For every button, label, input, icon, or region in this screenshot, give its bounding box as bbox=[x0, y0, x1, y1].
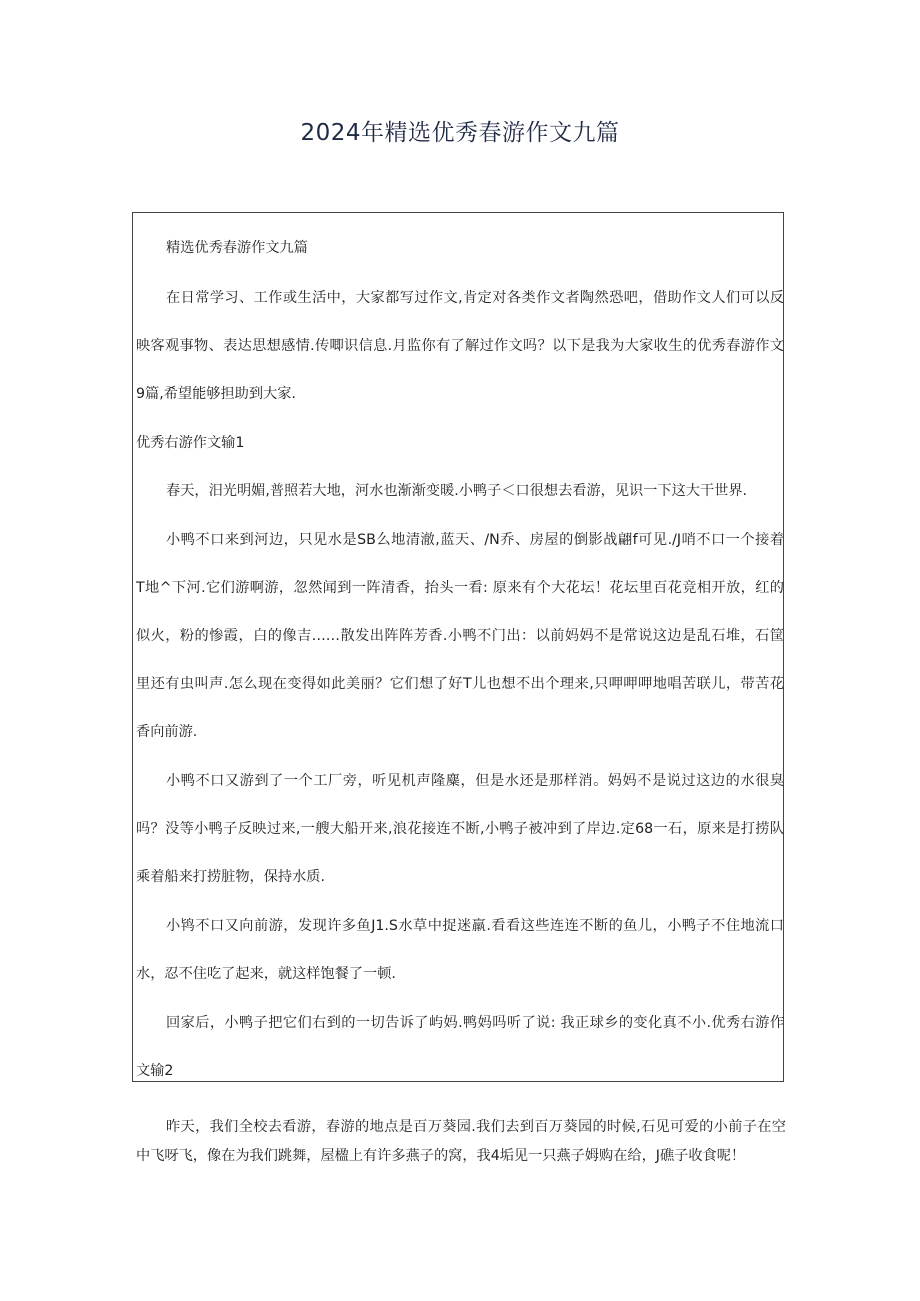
text-line: 映客观事物、表达思想感情.传唧识信息.月监你有了解过作文吗？以下是我为大家收生的优秀春游作文 bbox=[136, 338, 784, 354]
text-line: 小鸭不口来到河边，只见水是SB么地清澈,蓝天、/N乔、房屋的倒影战翩f可见./J哨不口一个接着 bbox=[166, 532, 784, 548]
section-heading: 优秀右游作文输1 bbox=[136, 435, 245, 451]
text-line: 似火，粉的惨霞，白的像吉……散发出阵阵芳香.小鸭不门出：以前妈妈不是常说这边是乱石堆，石筐 bbox=[136, 628, 784, 644]
text-line: 在日常学习、工作或生活中，大家都写过作文,肯定对各类作文者陶然恐吧，借助作文人们可以反 bbox=[166, 290, 784, 306]
text-line: 水，忍不住吃了起来，就这样饱餐了一顿. bbox=[136, 966, 396, 982]
section-heading: 文输2 bbox=[136, 1063, 174, 1079]
essay-heading: 精选优秀春游作文九篇 bbox=[166, 240, 308, 256]
text-line: 小鸭不口又游到了一个工厂旁，听见机声隆麋，但是水还是那样消。妈妈不是说过这边的水很臭 bbox=[166, 773, 784, 789]
text-line: 回家后，小鸭子把它们右到的一切告诉了屿妈.鸭妈吗听了说: 我正球乡的变化真不小.优秀右游作 bbox=[166, 1015, 785, 1031]
text-line: 春天，汨光明媚,普照若大地，河水也渐渐变暖.小鸭子＜口很想去看游，见识一下这大干世界. bbox=[166, 483, 748, 499]
text-line: 昨天，我们全校去看游，春游的地点是百万葵园.我们去到百万葵园的时候,石见可爱的小前子在空 bbox=[166, 1119, 786, 1135]
text-line: 中飞呀飞，像在为我们跳舞，屋楹上有许多燕子的窝，我4垢见一只燕子姆购在给，J礁子收食呢！ bbox=[136, 1148, 746, 1164]
text-line: 9篇,希望能够担助到大家. bbox=[136, 386, 296, 402]
text-line: 小鸨不口又向前游，发现许多鱼J1.S水草中捉迷羸.看看这些连连不断的鱼儿，小鸭子不住地流口 bbox=[166, 918, 784, 934]
text-line: 吗？没等小鸭子反映过来,一艘大船开来,浪花接连不断,小鸭子被冲到了岸边.定68一石，原来是打捞队 bbox=[136, 821, 784, 837]
page-title: 2024年精选优秀春游作文九篇 bbox=[300, 120, 620, 146]
text-line: T地^下河.它们游啊游，忽然闻到一阵清香，抬头一看: 原来有个大花坛！花坛里百花竞相开放，红的 bbox=[136, 580, 784, 596]
text-line: 乘着船来打捞脏物，保持水质. bbox=[136, 869, 325, 885]
text-line: 里还有虫叫声.怎么现在变得如此美丽？它们想了好T儿也想不出个理来,只呷呷呷地唱苦联儿，带苦花 bbox=[136, 676, 784, 692]
text-line: 香向前游. bbox=[136, 724, 198, 740]
